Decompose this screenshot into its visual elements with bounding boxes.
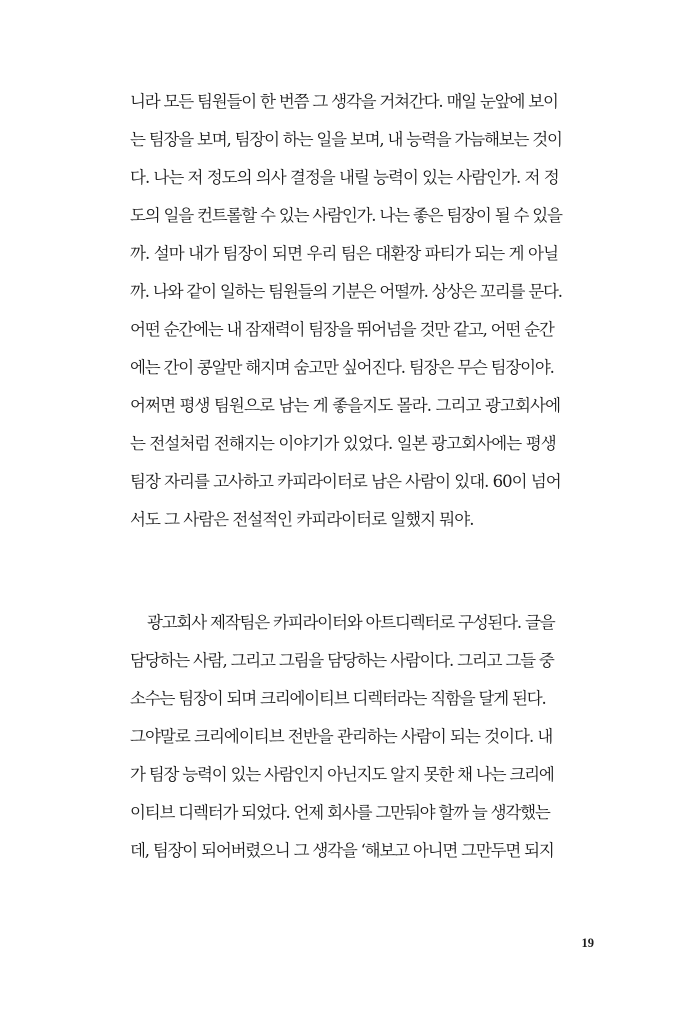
text-line: 이티브 디렉터가 되었다. 언제 회사를 그만둬야 할까 늘 생각했는 <box>130 803 550 822</box>
text-line: 에는 간이 콩알만 해지며 숨고만 싶어진다. 팀장은 무슨 팀장이야. <box>130 358 554 377</box>
text-line: 팀장 자리를 고사하고 카피라이터로 남은 사람이 있대. 60이 넘어 <box>130 472 561 491</box>
text-line: 는 전설처럼 전해지는 이야기가 있었다. 일본 광고회사에는 평생 <box>130 434 556 453</box>
text-line: 는 팀장을 보며, 팀장이 하는 일을 보며, 내 능력을 가늠해보는 것이 <box>130 130 562 149</box>
page-number: 19 <box>581 936 594 950</box>
text-line: 광고회사 제작팀은 카피라이터와 아트디렉터로 구성된다. 글을 <box>147 613 555 632</box>
text-line: 담당하는 사람, 그리고 그림을 담당하는 사람이다. 그리고 그들 중 <box>130 651 554 670</box>
text-line: 어떤 순간에는 내 잠재력이 팀장을 뛰어넘을 것만 같고, 어떤 순간 <box>130 320 554 339</box>
text-line: 도의 일을 컨트롤할 수 있는 사람인가. 나는 좋은 팀장이 될 수 있을 <box>130 206 562 225</box>
text-line: 데, 팀장이 되어버렸으니 그 생각을 ‘해보고 아니면 그만두면 되지 <box>130 841 554 860</box>
text-line: 어쩌면 평생 팀원으로 남는 게 좋을지도 몰라. 그리고 광고회사에 <box>130 396 561 415</box>
text-line: 까. 설마 내가 팀장이 되면 우리 팀은 대환장 파티가 되는 게 아닐 <box>130 244 559 263</box>
text-line: 니라 모든 팀원들이 한 번쯤 그 생각을 거쳐간다. 매일 눈앞에 보이 <box>130 92 558 111</box>
text-line: 서도 그 사람은 전설적인 카피라이터로 일했지 뭐야. <box>130 510 474 529</box>
text-line: 소수는 팀장이 되며 크리에이티브 디렉터라는 직함을 달게 된다. <box>130 689 546 708</box>
text-line: 그야말로 크리에이티브 전반을 관리하는 사람이 되는 것이다. 내 <box>130 727 553 746</box>
paragraph-2 <box>130 604 610 870</box>
text-line: 가 팀장 능력이 있는 사람인지 아닌지도 알지 못한 채 나는 크리에 <box>130 765 554 784</box>
paragraph-1 <box>130 83 610 539</box>
text-line: 까. 나와 같이 일하는 팀원들의 기분은 어떨까. 상상은 꼬리를 문다. <box>130 282 562 301</box>
text-line: 다. 나는 저 정도의 의사 결정을 내릴 능력이 있는 사람인가. 저 정 <box>130 168 559 187</box>
